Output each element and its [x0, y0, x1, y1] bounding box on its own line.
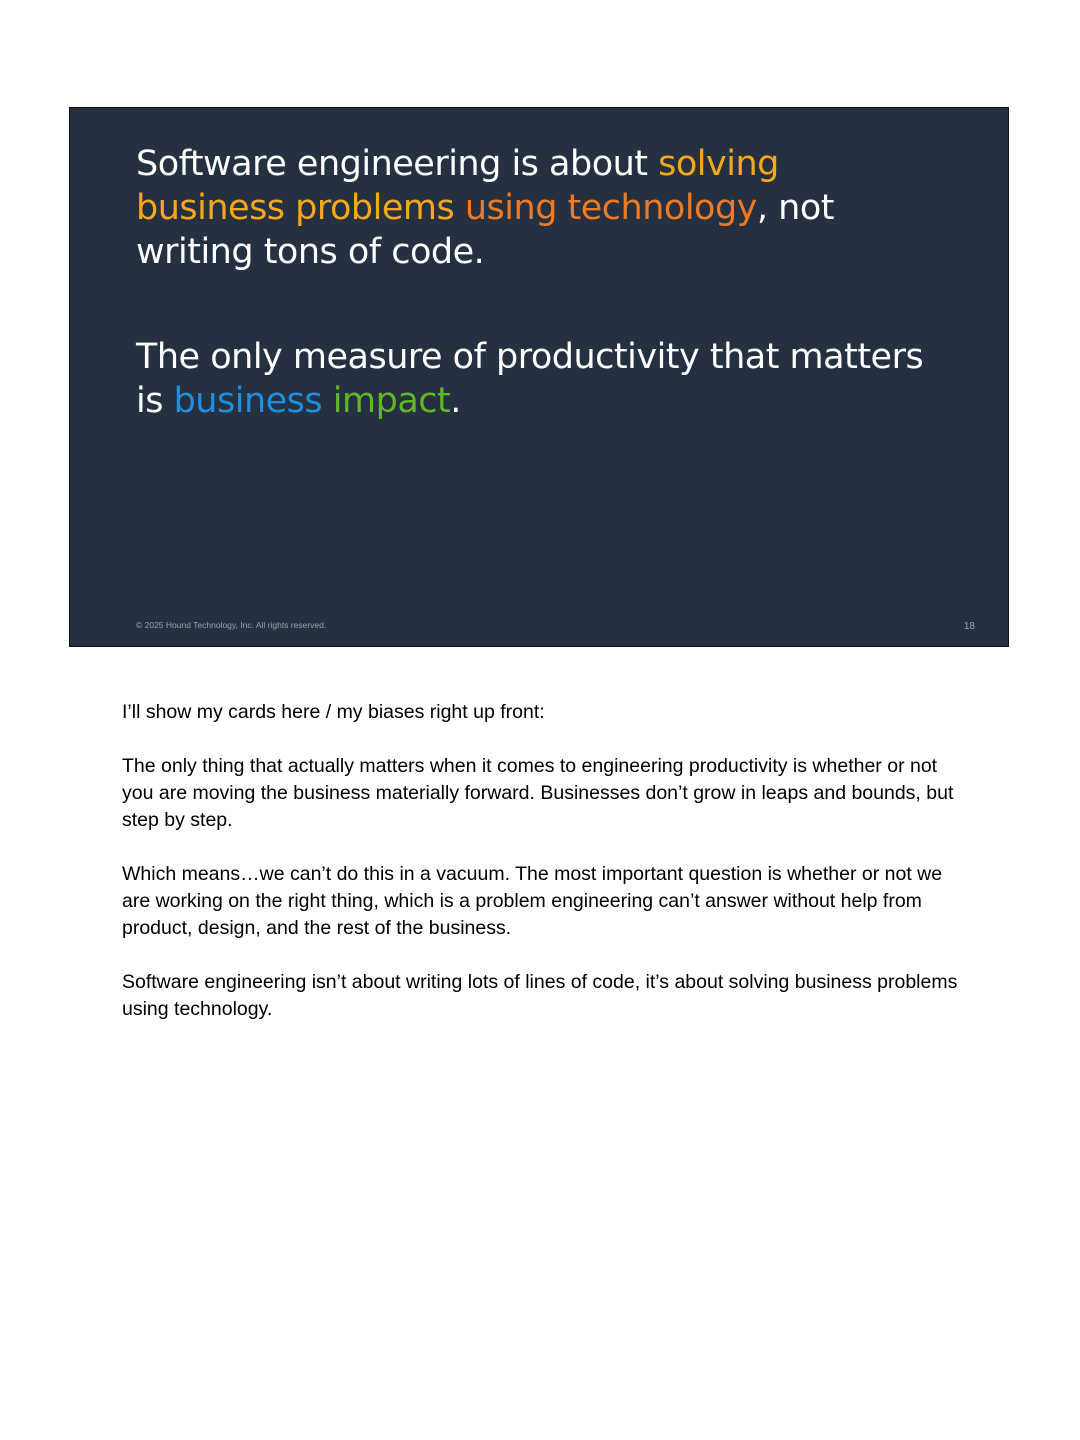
slide [69, 107, 1009, 647]
headline-1-text-start: Software engineering is about [136, 144, 659, 184]
headline-1-space [454, 188, 465, 228]
speaker-notes [122, 699, 962, 1050]
headline-2-space [322, 381, 333, 421]
headline-2-text-start: The only measure of productivity that matters is [136, 337, 924, 421]
headline-2-highlight-impact: impact [332, 381, 451, 421]
slide-headline-2 [136, 335, 936, 423]
notes-paragraph-4: Software engineering isn’t about writing lots of lines of code, it’s about solving business problems using technology. [122, 971, 958, 1020]
headline-1-highlight-solving: solving business problems [136, 144, 779, 228]
notes-paragraph-3: Which means…we can’t do this in a vacuum. The most important question is whether or not we are working on the right thing, which is a problem engineering can’t answer without help from product, design, and the rest of the business. [122, 863, 943, 939]
headline-2-period: . [450, 381, 461, 421]
headline-1-highlight-technology: using technology [464, 188, 757, 228]
slide-page-number: 18 [963, 621, 975, 632]
notes-paragraph-1: I’ll show my cards here / my biases right up front: [122, 701, 545, 723]
slide-headline-1 [136, 142, 936, 274]
headline-2-highlight-business: business [173, 381, 323, 421]
headline-1-text-end: , not writing tons of code. [136, 188, 834, 272]
slide-copyright: © 2025 Hound Technology, Inc. All rights reserved. [136, 620, 327, 630]
notes-paragraph-2: The only thing that actually matters when it comes to engineering productivity is whether or not you are moving the business materially forward. Businesses don’t grow in leaps and bounds, but step by step. [122, 755, 954, 831]
